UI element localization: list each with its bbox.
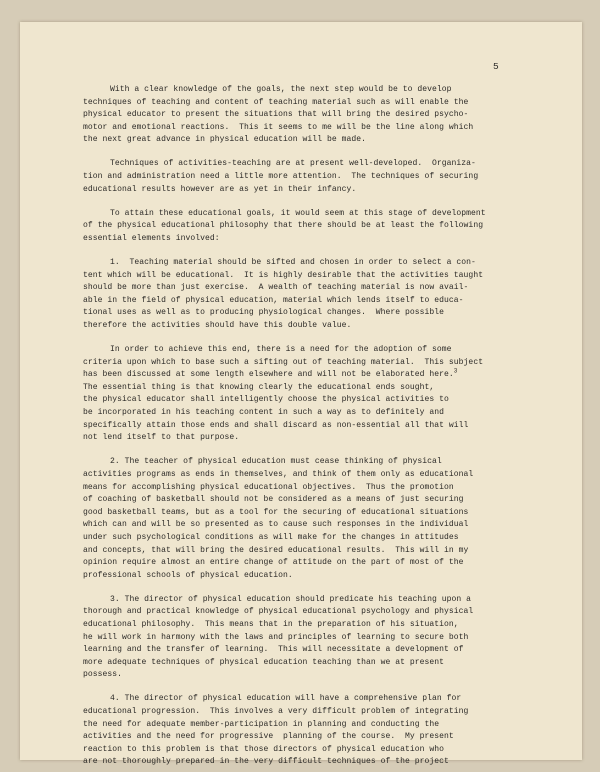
text-line: he will work in harmony with the laws and principles of learning to secure both xyxy=(83,632,469,642)
text-line: essential elements involved: xyxy=(83,233,220,243)
text-line: 2. The teacher of physical education must cease thinking of physical xyxy=(110,457,442,467)
paragraph xyxy=(83,158,543,196)
text-line: tion and administration need a little more attention. The techniques of securing xyxy=(83,172,479,182)
text-line: more adequate techniques of physical education teaching than we at present xyxy=(83,657,445,667)
text-line: of the physical educational philosophy that there should be at least the following xyxy=(83,221,484,231)
text-line: criteria upon which to base such a sifting out of teaching material. This subject xyxy=(83,357,484,367)
text-line: Techniques of activities-teaching are at present well-developed. Organiza- xyxy=(110,159,476,169)
text-line: opinion require almost an entire change of attitude on the part of most of the xyxy=(83,558,464,568)
text-line: tent which will be educational. It is highly desirable that the activities taught xyxy=(83,270,484,280)
footnote-marker: 3 xyxy=(453,367,458,375)
paragraph xyxy=(83,84,543,147)
text-line: educational philosophy. This means that in the preparation of his situation, xyxy=(83,619,459,629)
text-line: To attain these educational goals, it would seem at this stage of development xyxy=(110,208,486,218)
text-line: under such psychological conditions as will make for the changes in attitudes xyxy=(83,532,459,542)
document-body xyxy=(83,84,543,769)
text-line: be incorporated in his teaching content in such a way as to definitely and xyxy=(83,408,445,418)
paragraph xyxy=(83,456,543,582)
text-line: learning and the transfer of learning. This will necessitate a development of xyxy=(83,645,464,655)
text-line: activities and the need for progressive planning of the course. My present xyxy=(83,732,454,742)
text-line: reaction to this problem is that those directors of physical education who xyxy=(83,744,445,754)
text-line: good basketball teams, but as a tool for the securing of educational situations xyxy=(83,507,469,517)
text-line: therefore the activities should have this double value. xyxy=(83,321,352,330)
paragraph xyxy=(83,344,543,445)
text-line: are not thoroughly prepared in the very difficult techniques of the project xyxy=(83,757,449,767)
paragraph xyxy=(83,594,543,682)
text-line: educational progression. This involves a very difficult problem of integrating xyxy=(83,707,469,717)
text-line: tional uses as well as to producing physiological changes. Where possible xyxy=(83,308,445,318)
text-line: the next great advance in physical education will be made. xyxy=(83,135,366,145)
text-line: physical educator to present the situations that will bring the desired psycho- xyxy=(83,110,469,120)
text-line: In order to achieve this end, there is a need for the adoption of some xyxy=(110,345,452,355)
text-line: professional schools of physical education. xyxy=(83,570,293,580)
text-line-with-footnote xyxy=(83,369,543,382)
text-line: and concepts, that will bring the desired educational results. This will in my xyxy=(83,545,469,555)
paragraph xyxy=(83,208,543,246)
text-line: means for accomplishing physical educational objectives. Thus the promotion xyxy=(83,482,454,492)
text-line: With a clear knowledge of the goals, the next step would be to develop xyxy=(110,85,452,94)
text-line: the physical educator shall intelligently choose the physical activities to xyxy=(83,395,449,405)
paragraph xyxy=(83,257,543,333)
text-line: should be more than just exercise. A wealth of teaching material is now avail- xyxy=(83,283,469,293)
text-line: 3. The director of physical education should predicate his teaching upon a xyxy=(110,594,472,604)
text-line: specifically attain those ends and shall discard as non-essential all that will xyxy=(83,420,469,430)
text-line: has been discussed at some length elsewhere and will not be elaborated here. xyxy=(83,370,454,380)
text-line: 1. Teaching material should be sifted and chosen in order to select a con- xyxy=(110,258,476,268)
text-line: not lend itself to that purpose. xyxy=(83,433,240,443)
text-line: educational results however are as yet in their infancy. xyxy=(83,184,357,194)
paragraph xyxy=(83,693,543,769)
text-line: which can and will be so presented as to cause such responses in the individual xyxy=(83,520,469,530)
text-line: the need for adequate member-participation in planning and conducting the xyxy=(83,719,440,729)
text-line: possess. xyxy=(83,670,123,680)
page-number: 5 xyxy=(493,61,499,72)
text-line: The essential thing is that knowing clearly the educational ends sought, xyxy=(83,382,435,392)
text-line: able in the field of physical education, material which lends itself to educa- xyxy=(83,295,464,305)
text-line: of coaching of basketball should not be considered as a means of just securing xyxy=(83,495,464,505)
text-line: thorough and practical knowledge of physical educational psychology and physical xyxy=(83,607,474,617)
text-line: activities programs as ends in themselves, and think of them only as educational xyxy=(83,469,474,479)
text-line: 4. The director of physical education will have a comprehensive plan for xyxy=(110,694,462,704)
text-line: motor and emotional reactions. This it seems to me will be the line along which xyxy=(83,122,474,132)
text-line: techniques of teaching and content of teaching material such as will enable the xyxy=(83,97,469,107)
